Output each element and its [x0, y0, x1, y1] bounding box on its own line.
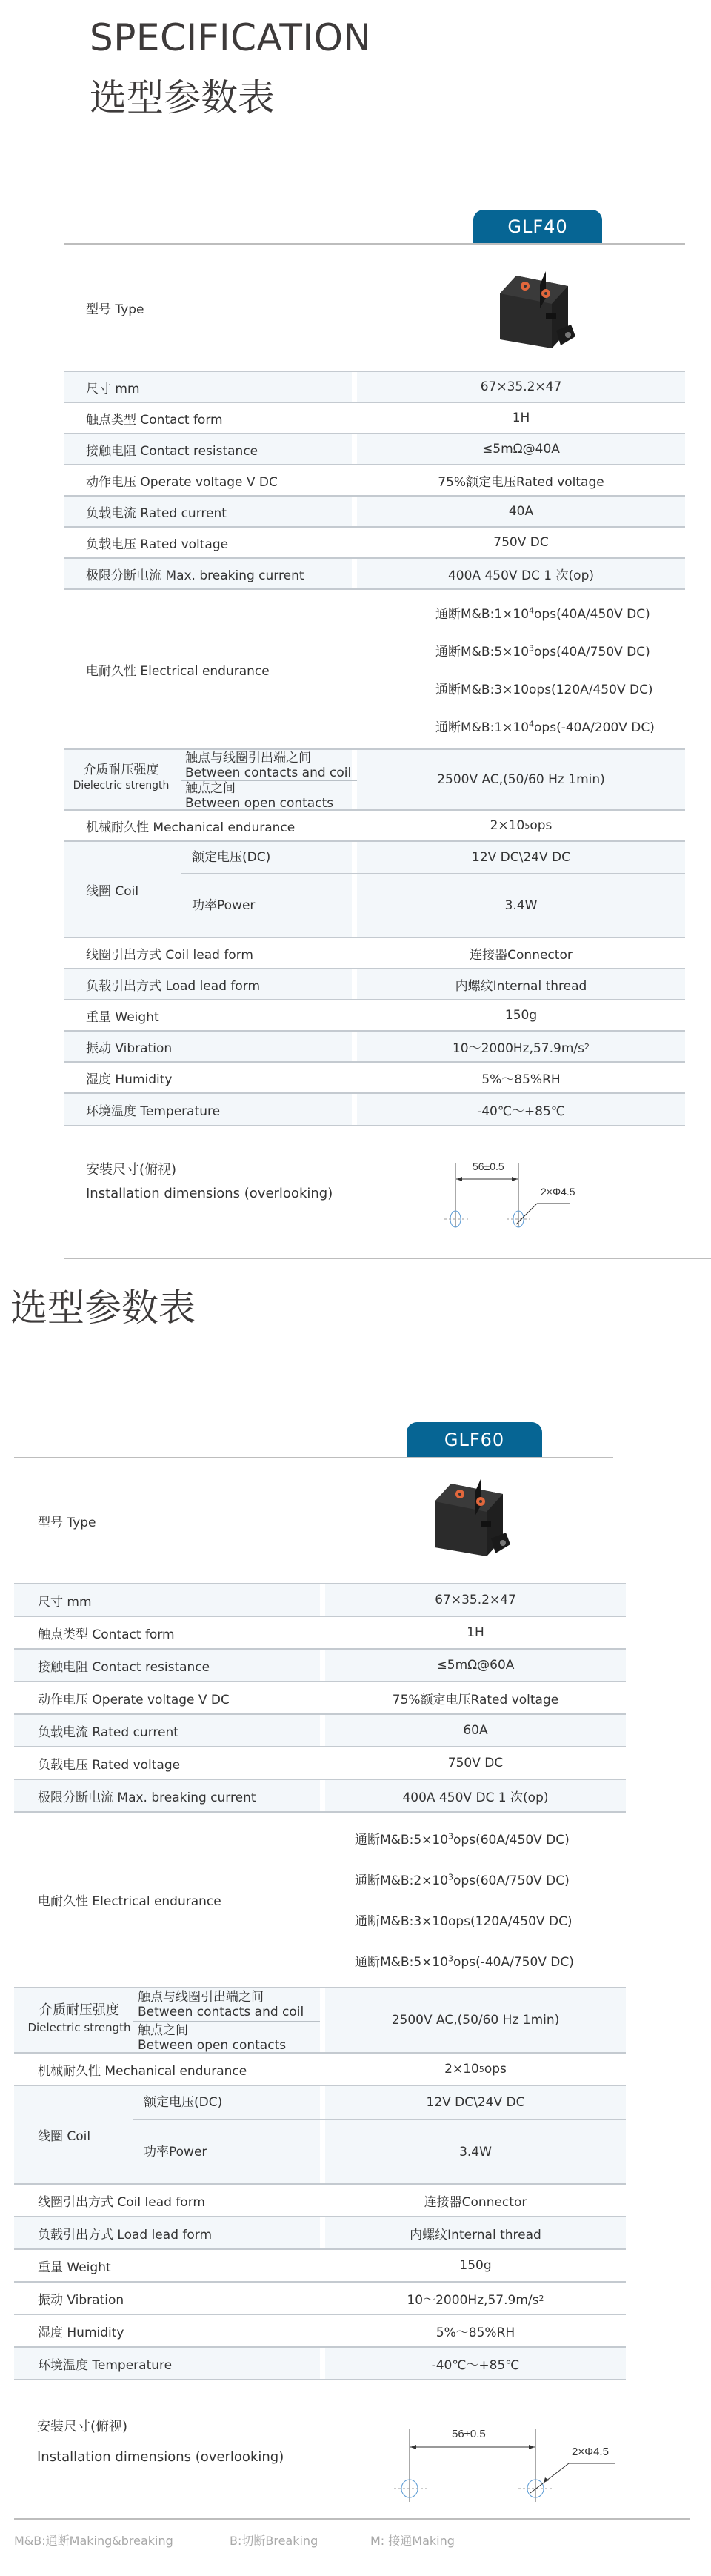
- spec-label: 振动 Vibration: [38, 2292, 124, 2308]
- dielectric-sub-open-contacts: 触点之间 Between open contacts: [181, 781, 352, 811]
- hole-diameter-dimension: 2×Φ4.5: [541, 1186, 575, 1198]
- spec-label: 动作电压 Operate voltage V DC: [38, 1692, 230, 1707]
- spec-label: 线圈引出方式 Coil lead form: [38, 2194, 205, 2210]
- spec-value: 400A 450V DC 1 次(op): [357, 559, 685, 588]
- spec-row-coil: [64, 842, 685, 938]
- footnote-making-breaking: M&B:通断Making&breaking: [14, 2534, 173, 2548]
- spec-label: 机械耐久性 Mechanical endurance: [38, 2063, 247, 2079]
- spec-label: 振动 Vibration: [64, 1032, 352, 1061]
- endurance-item: 通断M&B:3×10ops(120A/450V DC): [435, 683, 653, 697]
- installation-label-cn: 安装尺寸(俯视): [37, 2419, 128, 2434]
- spec-value: 750V DC: [447, 1756, 504, 1770]
- spec-value: 750V DC: [493, 535, 549, 550]
- spec-row-coil: [14, 2086, 626, 2185]
- spec-label: 重量 Weight: [86, 1009, 159, 1025]
- spec-row-rated-current: [14, 1715, 626, 1747]
- model-tab-glf60[interactable]: GLF60: [407, 1422, 542, 1458]
- dielectric-label-en: Dielectric strength: [73, 780, 170, 791]
- spec-label: 机械耐久性 Mechanical endurance: [86, 820, 296, 835]
- spec-row-coil-lead: [64, 938, 685, 969]
- spec-value: 60A: [325, 1715, 626, 1746]
- dielectric-label-en: Dielectric strength: [27, 2021, 131, 2034]
- electrical-endurance-list: [355, 1829, 574, 1970]
- coil-rated-voltage-value: 12V DC\24V DC: [325, 2086, 626, 2119]
- model-tab-glf40[interactable]: GLF40: [473, 210, 602, 244]
- page-title-en: SPECIFICATION: [90, 16, 372, 59]
- endurance-item: 通断$M\&B:5\times 10^3ops(60A/450V$ DC): [355, 1831, 570, 1848]
- spec-row-contact-form: [14, 1617, 626, 1650]
- spec-value: 2×10 5 ops: [490, 818, 553, 833]
- installation-diagram: [430, 1156, 652, 1238]
- spec-row-vibration: [14, 2283, 626, 2315]
- spec-label: 接触电阻 Contact resistance: [14, 1650, 320, 1681]
- dielectric-sub-contacts-coil: 触点与线圈引出端之间 Between contacts and coil: [181, 750, 352, 780]
- spec-value: ≤5mΩ@40A: [357, 434, 685, 464]
- spec-label: 接触电阻 Contact resistance: [64, 434, 352, 464]
- spec-label: 型号 Type: [86, 302, 144, 317]
- spec-value: 150g: [504, 1008, 538, 1023]
- spec-label: 极限分断电流 Max. breaking current: [64, 559, 352, 588]
- spec-row-operate-voltage: [64, 465, 685, 497]
- dielectric-sub-open-contacts: 触点之间 Between open contacts: [133, 2022, 320, 2054]
- spec-row-size: [14, 1584, 626, 1617]
- spec-label: 负载引出方式 Load lead form: [14, 2217, 320, 2248]
- spec-row-dielectric: [14, 1987, 626, 2054]
- coil-power-value: 3.4W: [357, 874, 685, 937]
- spec-label: 线圈引出方式 Coil lead form: [86, 947, 253, 963]
- endurance-item: 通断$M\&B:5\times 10^3ops(-40A/750V$ DC): [355, 1953, 574, 1970]
- spec-row-rated-voltage: [14, 1747, 626, 1780]
- spec-label: 动作电压 Operate voltage V DC: [86, 474, 278, 490]
- spec-row-type: [64, 245, 685, 372]
- spec-value: 内螺纹Internal thread: [357, 969, 685, 999]
- spec-row-load-lead: [14, 2217, 626, 2250]
- spec-label: 负载引出方式 Load lead form: [64, 969, 352, 999]
- dielectric-label-cn: 介质耐压强度: [83, 763, 159, 777]
- spec-label: 湿度 Humidity: [86, 1072, 173, 1087]
- spec-label: 负载电压 Rated voltage: [86, 537, 229, 552]
- spec-row-vibration: [64, 1032, 685, 1063]
- coil-sub-power-label: 功率Power: [181, 874, 352, 937]
- endurance-item: 通断$M\&B:1\times 10^4ops(-40A/200V$ DC): [435, 719, 655, 735]
- spec-value: ≤5mΩ@60A: [325, 1650, 626, 1681]
- relay-product-image: [429, 1479, 516, 1566]
- coil-sub-rated-voltage-label: 额定电压(DC): [181, 842, 352, 873]
- spec-value: 5%～85%RH: [481, 1072, 561, 1087]
- spec-label: 负载电流 Rated current: [64, 497, 352, 526]
- spec-row-max-breaking: [64, 559, 685, 590]
- spec-label: 电耐久性 Electrical endurance: [86, 663, 270, 679]
- spec-label: 线圈 Coil: [14, 2086, 320, 2183]
- installation-diagram: [378, 2422, 630, 2511]
- spec-row-type: [14, 1458, 626, 1584]
- spec-value: 1H: [512, 411, 530, 425]
- spec-label: 负载电流 Rated current: [14, 1715, 320, 1746]
- spec-value: 10～2000Hz,57.9m/s 2: [407, 2292, 544, 2308]
- spec-row-weight: [64, 1000, 685, 1032]
- spec-label: 湿度 Humidity: [38, 2325, 124, 2340]
- footnote-making: M: 接通Making: [370, 2534, 455, 2548]
- spec-label: 环境温度 Temperature: [64, 1094, 352, 1125]
- dielectric-sub-contacts-coil: 触点与线圈引出端之间 Between contacts and coil: [133, 1988, 320, 2021]
- electrical-endurance-list: [435, 603, 655, 735]
- spec-row-dielectric: [64, 748, 685, 811]
- coil-sub-rated-voltage-label: 额定电压(DC): [133, 2086, 320, 2119]
- spec-label: 负载电压 Rated voltage: [38, 1757, 181, 1773]
- spec-row-temperature: [14, 2348, 626, 2380]
- spec-value: 连接器Connector: [470, 947, 573, 963]
- spec-value: 67×35.2×47: [325, 1584, 626, 1616]
- spec-value: 67×35.2×47: [357, 372, 685, 402]
- spec-row-max-breaking: [14, 1780, 626, 1813]
- section-title-cn: 选型参数表: [10, 1287, 196, 1330]
- installation-label-en: Installation dimensions (overlooking): [37, 2449, 284, 2465]
- spec-label: 触点类型 Contact form: [86, 412, 223, 428]
- spec-value: 内螺纹Internal thread: [325, 2217, 626, 2248]
- spec-row-temperature: [64, 1094, 685, 1126]
- endurance-item: 通断M&B:3×10ops(120A/450V DC): [355, 1914, 573, 1929]
- footer-divider: [14, 2518, 690, 2520]
- spec-row-coil-lead: [14, 2185, 626, 2217]
- spec-row-mechanical-endurance: [14, 2054, 626, 2086]
- hole-spacing-dimension: 56±0.5: [473, 1161, 504, 1172]
- footnote-breaking: B:切断Breaking: [230, 2534, 318, 2548]
- spec-value: 2×10 5 ops: [444, 2062, 507, 2077]
- spec-row-rated-current: [64, 497, 685, 528]
- spec-label: 电耐久性 Electrical endurance: [38, 1893, 221, 1909]
- spec-label: 线圈 Coil: [64, 842, 352, 937]
- spec-row-weight: [14, 2250, 626, 2283]
- endurance-item: 通断$M\&B:1\times 10^4ops(40A/450V$ DC): [435, 605, 650, 622]
- spec-value: 2500V AC,(50/60 Hz 1min): [325, 1988, 626, 2052]
- spec-value: 5%～85%RH: [435, 2325, 515, 2340]
- spec-label: 尺寸 mm: [14, 1584, 320, 1616]
- coil-power-value: 3.4W: [325, 2120, 626, 2183]
- page-title-cn: 选型参数表: [90, 76, 275, 119]
- spec-value: 75%额定电压Rated voltage: [438, 474, 604, 490]
- spec-label: 型号 Type: [38, 1515, 96, 1530]
- hole-spacing-dimension: 56±0.5: [452, 2428, 486, 2440]
- spec-label: 极限分断电流 Max. breaking current: [14, 1780, 320, 1811]
- spec-row-load-lead: [64, 969, 685, 1000]
- spec-label: 环境温度 Temperature: [14, 2348, 320, 2379]
- spec-value: 10～2000Hz,57.9m/s 2: [357, 1032, 685, 1061]
- endurance-item: 通断$M\&B:2\times 10^3ops(60A/750V$ DC): [355, 1872, 570, 1888]
- spec-row-mechanical-endurance: [64, 811, 685, 842]
- spec-value: 400A 450V DC 1 次(op): [325, 1780, 626, 1811]
- spec-value: 连接器Connector: [424, 2194, 527, 2210]
- spec-row-rated-voltage: [64, 528, 685, 559]
- spec-label: 重量 Weight: [38, 2260, 111, 2275]
- spec-row-humidity: [14, 2315, 626, 2348]
- spec-value: 1H: [467, 1625, 484, 1640]
- section-divider: [64, 1258, 711, 1259]
- spec-value: 2500V AC,(50/60 Hz 1min): [357, 750, 685, 809]
- spec-value: 40A: [357, 497, 685, 526]
- spec-label: 触点类型 Contact form: [38, 1627, 175, 1642]
- relay-product-image: [494, 271, 581, 358]
- spec-row-contact-form: [64, 403, 685, 434]
- coil-sub-power-label: 功率Power: [133, 2120, 320, 2183]
- spec-row-contact-resistance: [64, 434, 685, 465]
- spec-row-size: [64, 372, 685, 403]
- spec-row-contact-resistance: [14, 1650, 626, 1682]
- spec-value: -40℃～+85℃: [325, 2348, 626, 2379]
- spec-value: 75%额定电压Rated voltage: [392, 1692, 559, 1707]
- spec-row-electrical-endurance: [64, 590, 685, 748]
- dielectric-label-cn: 介质耐压强度: [39, 2002, 119, 2018]
- hole-diameter-dimension: 2×Φ4.5: [572, 2446, 609, 2458]
- coil-rated-voltage-value: 12V DC\24V DC: [357, 842, 685, 873]
- spec-value: 150g: [459, 2258, 492, 2273]
- spec-row-humidity: [64, 1063, 685, 1094]
- spec-value: -40℃～+85℃: [357, 1094, 685, 1125]
- endurance-item: 通断$M\&B:5\times 10^3ops(40A/750V$ DC): [435, 643, 650, 660]
- installation-label-cn: 安装尺寸(俯视): [86, 1162, 177, 1178]
- installation-label-en: Installation dimensions (overlooking): [86, 1186, 333, 1201]
- spec-label: 尺寸 mm: [64, 372, 352, 402]
- spec-row-operate-voltage: [14, 1682, 626, 1715]
- spec-row-electrical-endurance: [14, 1813, 626, 1986]
